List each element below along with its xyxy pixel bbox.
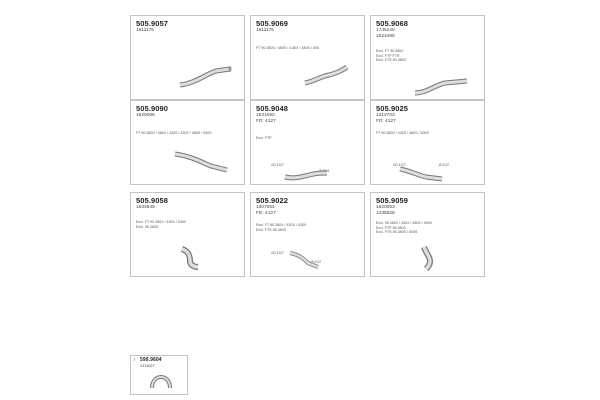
part-code: 599.9604 — [140, 357, 162, 363]
diameter-label: OD 4127 — [271, 251, 284, 255]
part-notes — [256, 46, 364, 51]
diameter-label: Ø 4544 — [319, 169, 330, 173]
part-refs — [256, 113, 276, 124]
exhaust-pipe-image — [171, 146, 231, 176]
part-refs — [136, 28, 154, 34]
exhaust-pipe-image — [176, 61, 236, 91]
part-ref: 1531590 — [256, 113, 275, 118]
part-ref: FD: 4127 — [256, 118, 276, 124]
note-line: Excl. FTP 95.380S — [376, 225, 406, 230]
part-code: 505.9025 — [376, 104, 409, 113]
part-ref: 1745225 — [376, 28, 395, 33]
part-notes — [376, 49, 484, 63]
part-ref: 1523495 — [376, 33, 395, 39]
exhaust-pipe-image — [301, 61, 351, 91]
note-line: Excl. FT 90.380X / 430X / 530X — [136, 220, 187, 224]
part-code: 505.9058 — [136, 196, 169, 205]
part-card-3[interactable] — [370, 15, 485, 100]
part-ref: 1307054 — [256, 205, 275, 210]
part-refs — [256, 205, 276, 216]
diameter-label: Ø 4127 — [439, 163, 450, 167]
exhaust-pipe-image — [411, 71, 471, 101]
part-notes — [376, 131, 484, 136]
part-ref: 1611175 — [256, 28, 274, 33]
part-ref: FD: 4127 — [256, 210, 276, 216]
part-code: 505.9068 — [376, 19, 409, 28]
item-index: 7 — [133, 357, 136, 362]
part-ref: 1313027 — [140, 364, 155, 368]
part-code: 505.9048 — [256, 104, 289, 113]
note-line: Excl. FT 95.380X / 430X / 430X — [256, 223, 307, 227]
part-refs — [136, 205, 155, 211]
exhaust-pipe-image — [416, 243, 446, 273]
part-card-1[interactable] — [130, 15, 245, 100]
part-ref: 1312703 — [376, 113, 395, 118]
exhaust-pipe-image — [281, 161, 331, 186]
part-ref: 1435528 — [376, 210, 395, 216]
part-code: 505.9022 — [256, 196, 289, 205]
part-refs — [256, 28, 274, 34]
part-ref: 1633549 — [136, 205, 155, 210]
note-line: FT 90.380S / 480S / 4.80X / 480S / 50S — [256, 46, 320, 50]
note-line: FT 90.380S / 430S / 480S / 500S — [376, 131, 429, 135]
exhaust-pipe-image — [176, 243, 206, 273]
note-line: Excl. FTS 95.380S — [256, 227, 286, 232]
note-line: Excl. FTS 95.380S / 500S — [376, 230, 418, 235]
part-ref: 1620053 — [376, 205, 395, 210]
part-refs — [376, 205, 395, 216]
note-line: Excl. FT 90.380X — [376, 49, 404, 53]
exhaust-pipe-image — [396, 161, 446, 186]
part-notes — [136, 131, 244, 136]
part-ref: FD: 4127 — [376, 118, 396, 124]
accessory-card[interactable] — [130, 355, 188, 395]
part-card-9[interactable] — [370, 192, 485, 277]
clamp-image — [149, 374, 173, 392]
part-refs — [376, 28, 395, 39]
diameter-label: Ø 4127 — [311, 260, 322, 264]
part-ref: 1620096 — [136, 113, 155, 118]
part-card-5[interactable] — [250, 100, 365, 185]
exhaust-pipe-image — [286, 247, 326, 272]
note-line: Excl. 95.380S — [136, 224, 159, 229]
part-notes — [256, 223, 364, 232]
note-line: Excl. FTP — [256, 136, 272, 140]
part-card-6[interactable] — [370, 100, 485, 185]
part-code: 505.9069 — [256, 19, 289, 28]
note-line: Excl. FTP FTR — [376, 53, 400, 58]
note-line: FT 90.380S / 380X / 430S / 430X / 480S / 500S — [136, 131, 212, 135]
part-code: 505.9057 — [136, 19, 169, 28]
part-code: 505.9059 — [376, 196, 409, 205]
note-line: Excl. FTS 90.380S — [376, 58, 406, 63]
part-notes — [256, 136, 364, 141]
part-card-7[interactable] — [130, 192, 245, 277]
part-card-2[interactable] — [250, 15, 365, 100]
note-line: Excl. 95.380X / 430X / 480X / 500X — [376, 221, 433, 225]
part-code: 505.9090 — [136, 104, 169, 113]
part-notes — [376, 221, 484, 235]
part-refs — [136, 113, 155, 119]
part-refs — [376, 113, 396, 124]
diameter-label: OD 4127 — [271, 163, 284, 167]
part-card-8[interactable] — [250, 192, 365, 277]
part-ref: 1611175 — [136, 28, 154, 33]
diameter-label: OD 4127 — [393, 163, 406, 167]
part-notes — [136, 220, 244, 229]
part-card-4[interactable] — [130, 100, 245, 185]
